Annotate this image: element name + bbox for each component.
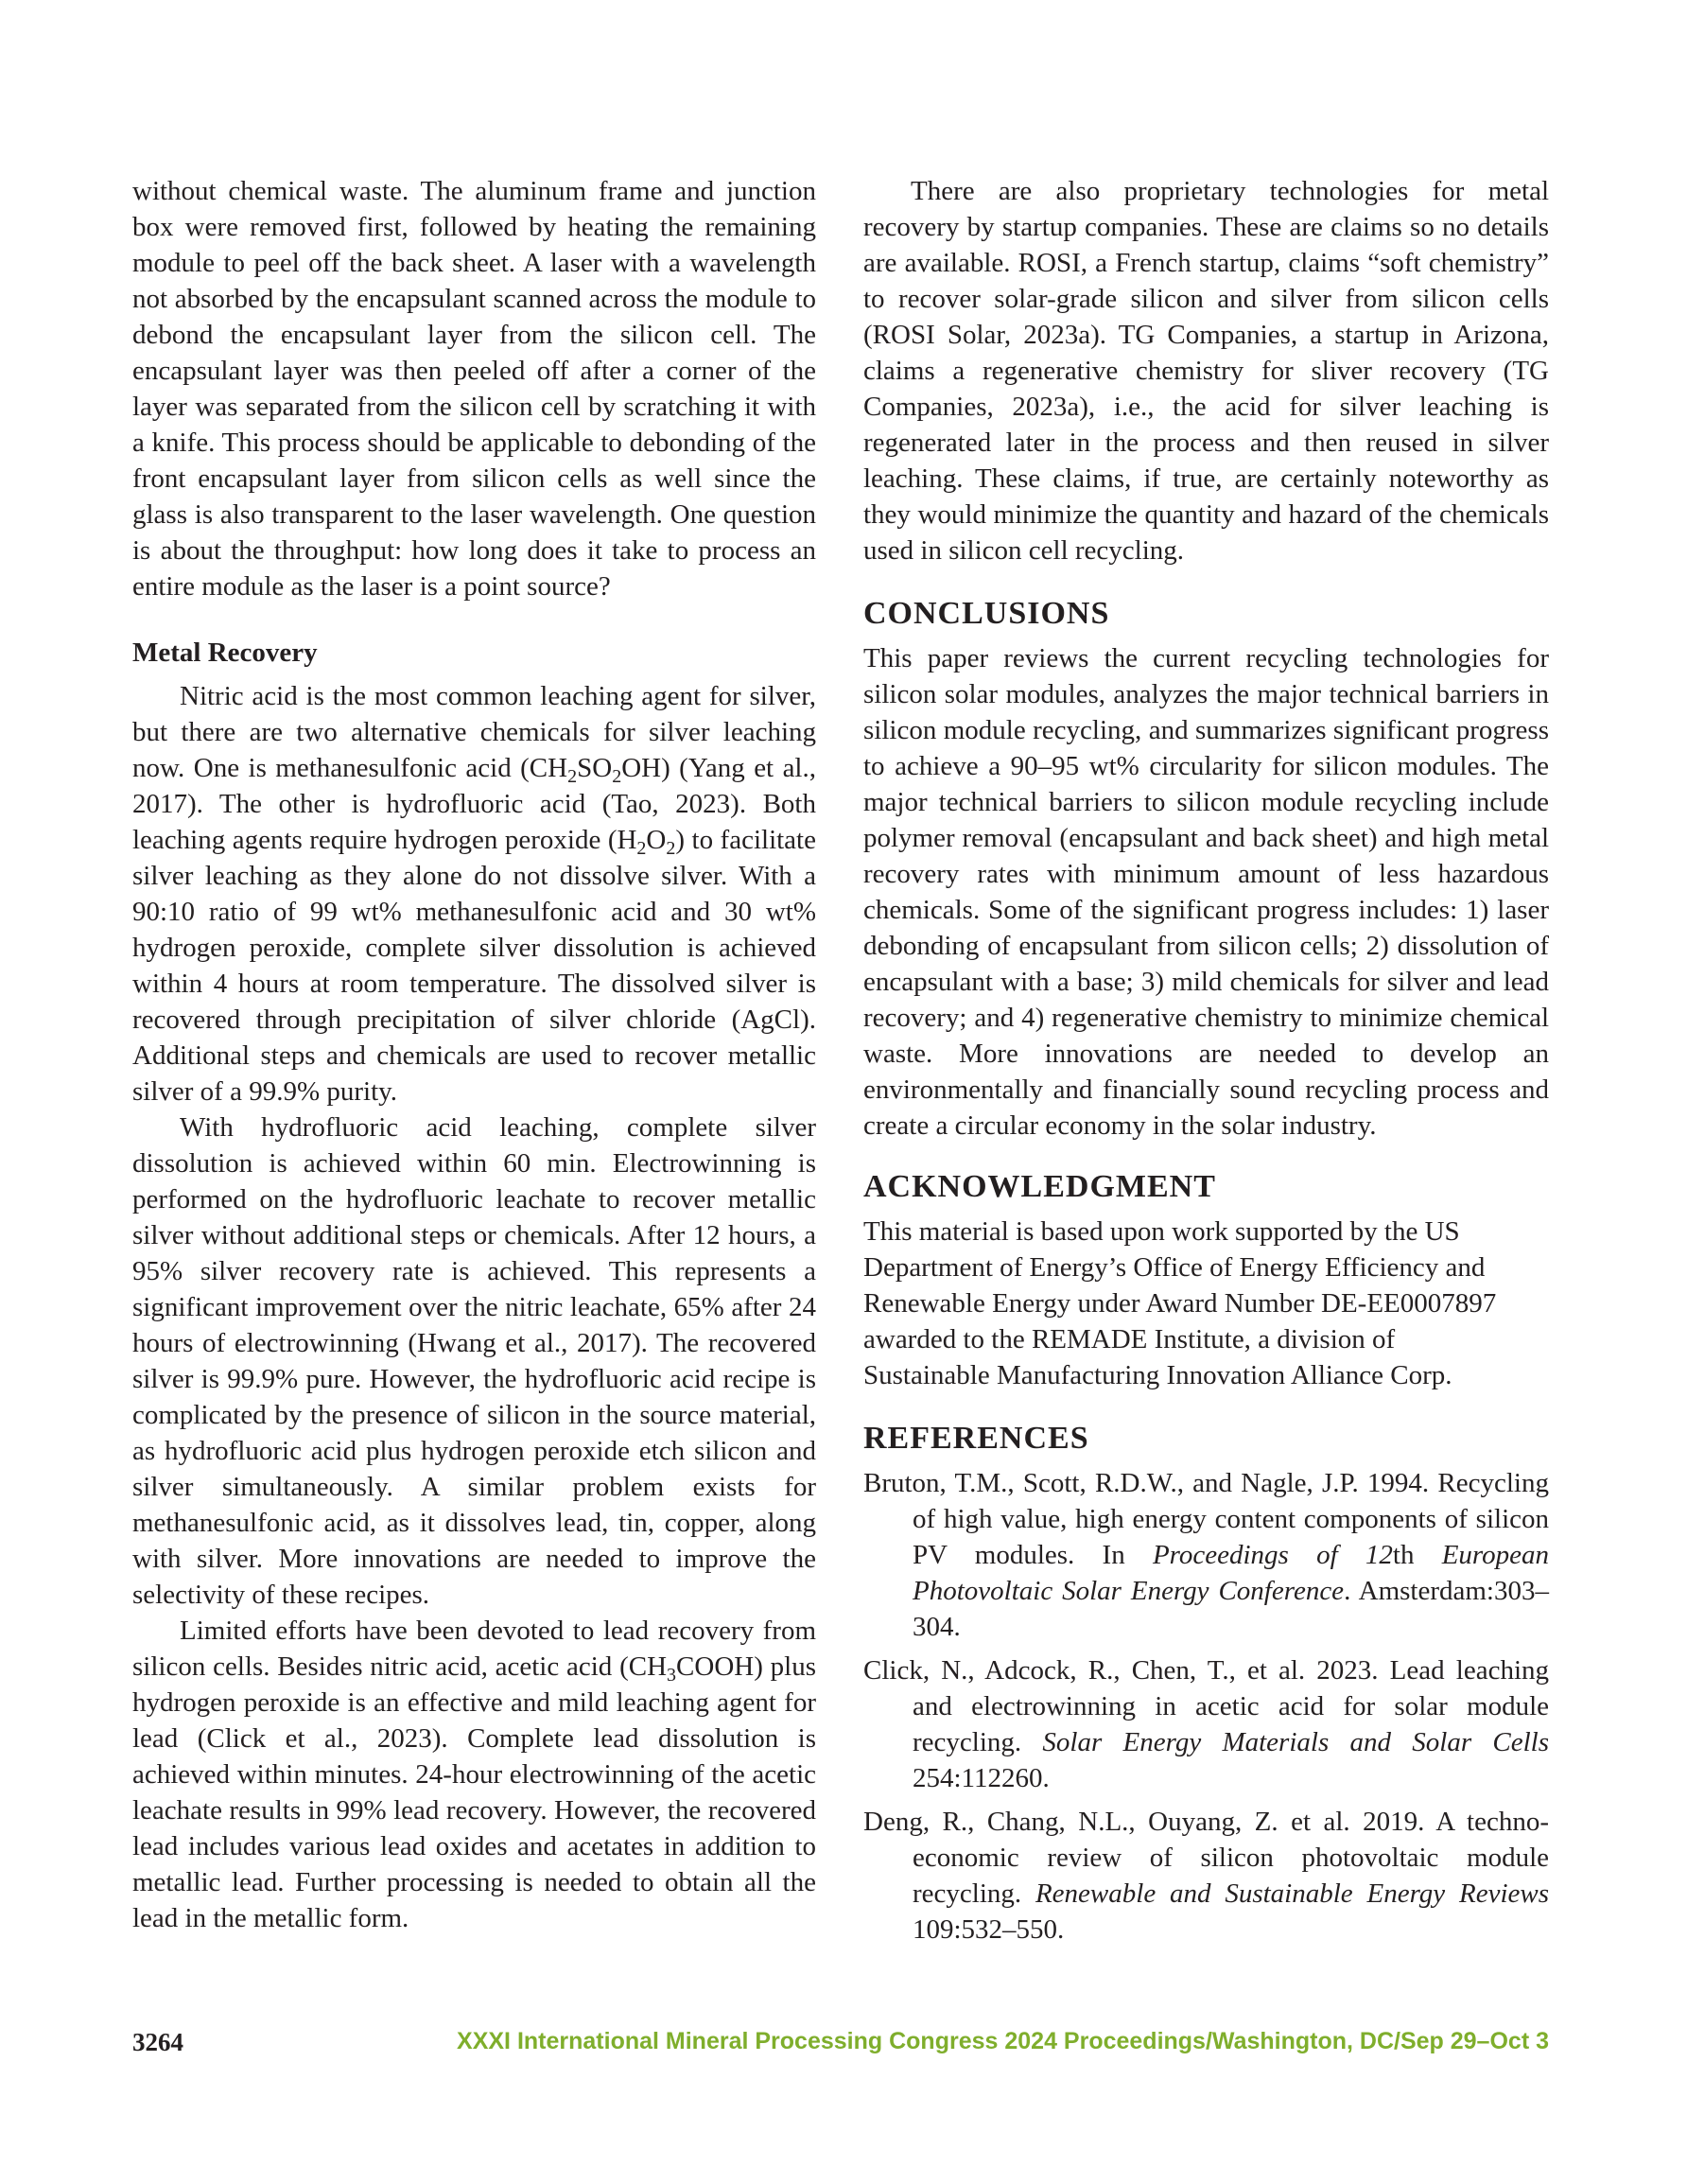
section-heading-acknowledgment: ACKNOWLEDGMENT: [863, 1169, 1216, 1204]
running-footer-title: XXXI International Mineral Processing Congress 2024 Proceedings/Washington, DC/Sep 29–Oct 3: [457, 2028, 1549, 2054]
page-number: 3264: [132, 2028, 183, 2056]
body-paragraph: without chemical waste. The aluminum frame and junction box were removed first, followed by heating the remaining module to peel off the back sheet. A laser with a wavelength not absorbed by the encapsulant scanned across the module to debond the encapsulant layer from the silicon cell. The encapsulant layer was then peeled off after a corner of the layer was separated from the silicon cell by scratching it with a knife. This process should be applicable to debonding of the front encapsulant layer from silicon cells as well since the glass is also transparent to the laser wavelength. One question is about the throughput: how long does it take to process an entire module as the laser is a point source?: [132, 176, 816, 602]
acknowledgment-paragraph: [863, 1214, 1549, 1393]
reference-entry: Deng, R., Chang, N.L., Ouyang, Z. et al. 2019. A techno-economic review of silicon photovoltaic module recycling. Renewable and Sustainable Energy Reviews 109:532–550.: [863, 1807, 1549, 1945]
body-paragraph: Limited efforts have been devoted to lead recovery from silicon cells. Besides nitric acid, acetic acid $(CH_3COOH)$ plus hydrogen peroxide is an effective and mild leaching agent for lead (Click et al., 2023). Complete lead dissolution is achieved within minutes. 24-hour electrowinning of the acetic leachate results in 99% lead recovery. However, the recovered lead includes various lead oxides and acetates in addition to metallic lead. Further processing is needed to obtain all the lead in the metallic form.: [132, 1616, 817, 1933]
section-heading-conclusions: CONCLUSIONS: [863, 596, 1110, 631]
left-column: [132, 173, 816, 1936]
conclusions-paragraph: This paper reviews the current recycling technologies for silicon solar modules, analyzes the major technical barriers in silicon module recycling, and summarizes significant progress to achieve a 90–95 wt% circularity for silicon modules. The major technical barriers to silicon module recycling include polymer removal (encapsulant and back sheet) and high metal recovery rates with minimum amount of less hazardous chemicals. Some of the significant progress includes: 1) laser debonding of encapsulant from silicon cells; 2) dissolution of encapsulant with a base; 3) mild chemicals for silver and lead recovery; and 4) regenerative chemistry to minimize chemical waste. More innovations are needed to develop an environmentally and financially sound recycling process and create a circular economy in the solar industry.: [863, 643, 1549, 1141]
subsection-heading-metal-recovery: Metal Recovery: [132, 638, 318, 668]
body-paragraph: There are also proprietary technologies for metal recovery by startup companies. These are claims so no details are available. ROSI, a French startup, claims “soft chemistry” to recover solar-grade silicon and silver from silicon cells (ROSI Solar, 2023a). TG Companies, a startup in Arizona, claims a regenerative chemistry for sliver recovery (TG Companies, 2023a), i.e., the acid for silver leaching is regenerated later in the process and then reused in silver leaching. These claims, if true, are certainly noteworthy as they would minimize the quantity and hazard of the chemicals used in silicon cell recycling.: [863, 176, 1549, 566]
body-paragraph: With hydrofluoric acid leaching, complete silver dissolution is achieved within 60 min. Electrowinning is performed on the hydrofluoric leachate to recover metallic silver without additional steps or chemicals. After 12 hours, a 95% silver recovery rate is achieved. This represents a significant improvement over the nitric leachate, 65% after 24 hours of electrowinning (Hwang et al., 2017). The recovered silver is 99.9% pure. However, the hydrofluoric acid recipe is complicated by the presence of silicon in the source material, as hydrofluoric acid plus hydrogen peroxide etch silicon and silver simultaneously. A similar problem exists for methanesulfonic acid, as it dissolves lead, tin, copper, along with silver. More innovations are needed to improve the selectivity of these recipes.: [132, 1112, 816, 1610]
ack-line: Department of Energy’s Office of Energy Efficiency and: [863, 1252, 1486, 1283]
right-column: [863, 173, 1549, 1948]
ack-line: This material is based upon work supported by the US: [863, 1216, 1460, 1247]
ack-line: Sustainable Manufacturing Innovation Alliance Corp.: [863, 1360, 1452, 1390]
ack-line: awarded to the REMADE Institute, a division of: [863, 1324, 1396, 1354]
reference-entry: Bruton, T.M., Scott, R.D.W., and Nagle, J.P. 1994. Recycling of high value, high energy content components of silicon PV modules. In Proceedings of 12th European Photovoltaic Solar Energy Conference. Amsterdam:303–304.: [863, 1468, 1549, 1642]
body-paragraph: Nitric acid is the most common leaching agent for silver, but there are two alternative chemicals for silver leaching now. One is methanesulfonic acid $(CH_2SO_2OH)$ (Yang et al., 2017). The other is hydrofluoric acid (Tao, 2023). Both leaching agents require hydrogen peroxide $(H_2O_2)$ to facilitate silver leaching as they alone do not dissolve silver. With a 90:10 ratio of 99 wt% methanesulfonic acid and 30 wt% hydrogen peroxide, complete silver dissolution is achieved within 4 hours at room temperature. The dissolved silver is recovered through precipitation of silver chloride (AgCl). Additional steps and chemicals are used to recover metallic silver of a 99.9% purity.: [132, 681, 816, 1107]
reference-entry: Click, N., Adcock, R., Chen, T., et al. 2023. Lead leaching and electrowinning in acetic acid for solar module recycling. Solar Energy Materials and Solar Cells 254:112260.: [863, 1655, 1549, 1793]
ack-line: Renewable Energy under Award Number DE-EE0007897: [863, 1288, 1497, 1319]
section-heading-references: REFERENCES: [863, 1421, 1089, 1456]
